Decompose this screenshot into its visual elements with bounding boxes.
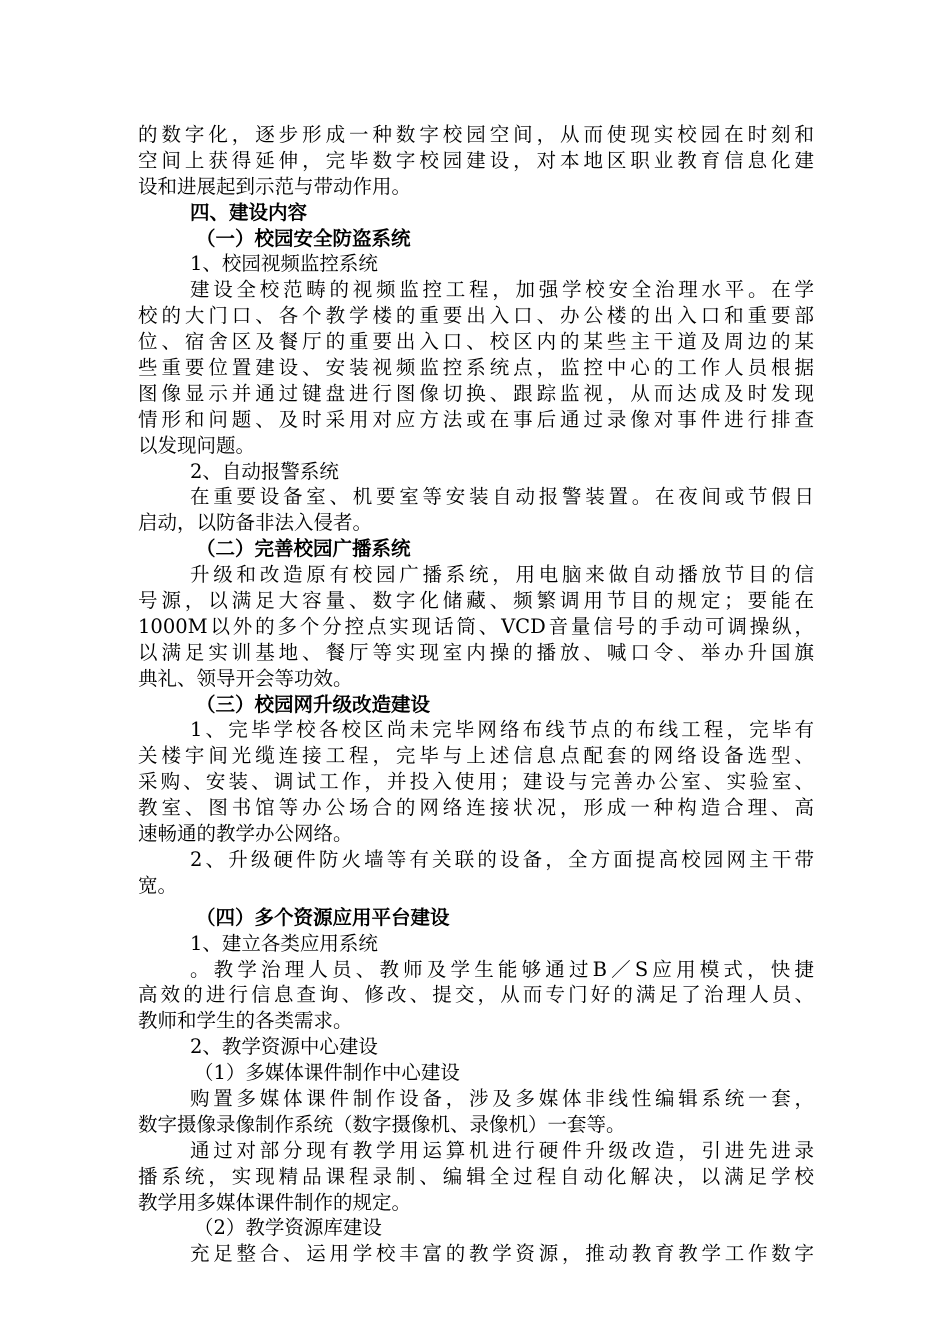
paragraph-line: 位、宿舍区及餐厅的重要出入口、校区内的某些主干道及周边的某: [138, 330, 814, 354]
paragraph-line: 通过对部分现有教学用运算机进行硬件升级改造，引进先进录: [190, 1138, 814, 1162]
item-heading: （1）多媒体课件制作中心建设: [194, 1061, 460, 1085]
subsection-heading: （一）校园安全防盗系统: [196, 226, 411, 250]
item-heading: 2、教学资源中心建设: [190, 1035, 378, 1059]
paragraph-line: 校的大门口、各个教学楼的重要出入口、办公楼的出入口和重要部: [138, 304, 814, 328]
paragraph-line: 采购、安装、调试工作，并投入使用；建设与完善办公室、实验室、: [138, 770, 814, 794]
paragraph-line: 播系统，实现精品课程录制、编辑全过程自动化解决，以满足学校: [138, 1164, 814, 1188]
subsection-heading: （四）多个资源应用平台建设: [196, 905, 450, 929]
paragraph-line: 1000M以外的多个分控点实现话筒、VCD音量信号的手动可调操纵，: [138, 614, 814, 638]
paragraph-line: 2、升级硬件防火墙等有关联的设备，全方面提高校园网主干带: [190, 847, 814, 871]
paragraph-line: 以满足实训基地、餐厅等实现室内操的播放、喊口令、举办升国旗: [138, 640, 814, 664]
paragraph-line: 高效的进行信息查询、修改、提交，从而专门好的满足了治理人员、: [138, 983, 814, 1007]
paragraph-line: 启动，以防备非法入侵者。: [138, 511, 373, 535]
document-body: [138, 122, 814, 1267]
paragraph-line: 建设全校范畴的视频监控工程，加强学校安全治理水平。在学: [190, 278, 814, 302]
paragraph-line: 以发现问题。: [138, 433, 256, 457]
paragraph-line: 情形和问题、及时采用对应方法或在事后通过录像对事件进行排查: [138, 407, 814, 431]
paragraph-line: 些重要位置建设、安装视频监控系统点，监控中心的工作人员根据: [138, 356, 814, 380]
section-heading: 四、建设内容: [190, 200, 308, 224]
paragraph-line: 速畅通的教学办公网络。: [138, 822, 353, 846]
paragraph-line: 号源，以满足大容量、数字化储藏、频繁调用节目的规定；要能在: [138, 589, 814, 613]
paragraph-line: 在重要设备室、机要室等安装自动报警装置。在夜间或节假日: [190, 485, 814, 509]
paragraph-line: 空间上获得延伸，完毕数字校园建设，对本地区职业教育信息化建: [138, 148, 814, 172]
paragraph-line: 购置多媒体课件制作设备，涉及多媒体非线性编辑系统一套，: [190, 1086, 814, 1110]
item-heading: 2、自动报警系统: [190, 459, 339, 483]
paragraph-line: 数字摄像录像制作系统（数字摄像机、录像机）一套等。: [138, 1112, 626, 1136]
item-heading: 1、建立各类应用系统: [190, 931, 378, 955]
paragraph-line: 升级和改造原有校园广播系统，用电脑来做自动播放节目的信: [190, 563, 814, 587]
subsection-heading: （二）完善校园广播系统: [196, 537, 411, 561]
paragraph-line: 图像显示并通过键盘进行图像切换、跟踪监视，从而达成及时发现: [138, 381, 814, 405]
item-heading: （2）教学资源库建设: [194, 1216, 382, 1240]
paragraph-line: 1、完毕学校各校区尚未完毕网络布线节点的布线工程，完毕有: [190, 718, 814, 742]
paragraph-line: 教师和学生的各类需求。: [138, 1009, 353, 1033]
paragraph-line: 典礼、领导开会等功效。: [138, 666, 353, 690]
item-heading: 1、校园视频监控系统: [190, 252, 378, 276]
paragraph-line: 关楼宇间光缆连接工程，完毕与上述信息点配套的网络设备选型、: [138, 744, 814, 768]
paragraph-line: 。教学治理人员、教师及学生能够通过B／S应用模式，快捷: [190, 957, 814, 981]
paragraph-line: 充足整合、运用学校丰富的教学资源，推动教育教学工作数字: [190, 1242, 814, 1266]
paragraph-line: 的数字化，逐步形成一种数字校园空间，从而使现实校园在时刻和: [138, 123, 814, 146]
subsection-heading: （三）校园网升级改造建设: [196, 692, 431, 716]
paragraph-line: 设和进展起到示范与带动作用。: [138, 174, 412, 198]
paragraph-line: 宽。: [138, 873, 178, 897]
paragraph-line: 教室、图书馆等办公场合的网络连接状况，形成一种构造合理、高: [138, 796, 814, 820]
paragraph-line: 教学用多媒体课件制作的规定。: [138, 1190, 412, 1214]
